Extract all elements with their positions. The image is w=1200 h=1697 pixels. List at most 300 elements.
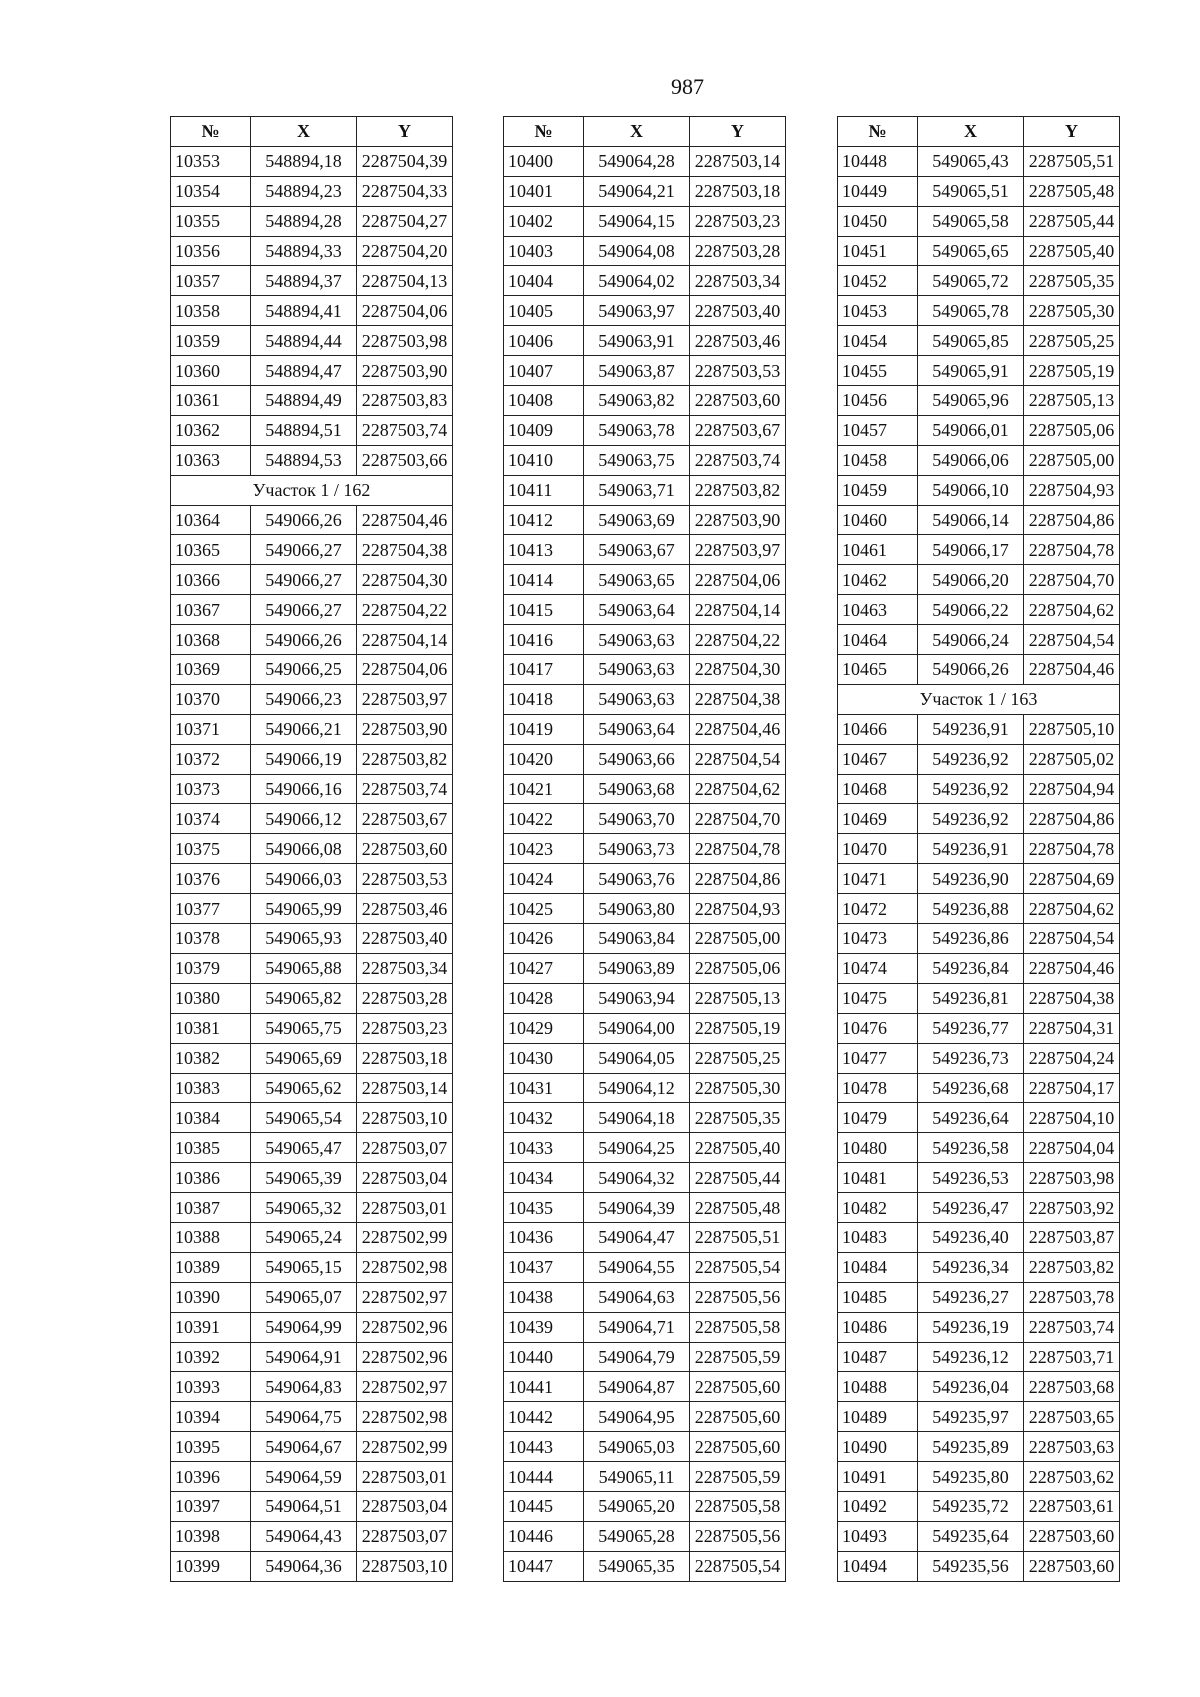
point-number-cell: 10461 <box>838 535 918 565</box>
table-row <box>504 475 786 505</box>
point-number-cell: 10423 <box>504 834 584 864</box>
point-number-cell: 10360 <box>171 356 251 386</box>
y-coordinate-cell: 2287505,25 <box>690 1043 786 1073</box>
table-row <box>838 864 1120 894</box>
table-row <box>171 565 453 595</box>
point-number-cell: 10440 <box>504 1342 584 1372</box>
column-header-num: № <box>171 117 251 147</box>
x-coordinate-cell: 549236,91 <box>918 834 1024 864</box>
point-number-cell: 10455 <box>838 356 918 386</box>
x-coordinate-cell: 549065,07 <box>251 1282 357 1312</box>
y-coordinate-cell: 2287505,44 <box>1024 206 1120 236</box>
table-row <box>838 1193 1120 1223</box>
table-row <box>838 1103 1120 1133</box>
x-coordinate-cell: 549066,26 <box>251 625 357 655</box>
y-coordinate-cell: 2287503,67 <box>357 804 453 834</box>
y-coordinate-cell: 2287505,48 <box>690 1193 786 1223</box>
y-coordinate-cell: 2287503,60 <box>357 834 453 864</box>
y-coordinate-cell: 2287505,60 <box>690 1402 786 1432</box>
y-coordinate-cell: 2287504,22 <box>690 625 786 655</box>
table-row <box>504 1491 786 1521</box>
table-row <box>838 924 1120 954</box>
table-row <box>171 924 453 954</box>
table-row <box>838 505 1120 535</box>
table-row <box>838 386 1120 416</box>
y-coordinate-cell: 2287504,17 <box>1024 1073 1120 1103</box>
y-coordinate-cell: 2287505,25 <box>1024 326 1120 356</box>
table-row <box>504 1551 786 1581</box>
x-coordinate-cell: 549236,84 <box>918 953 1024 983</box>
x-coordinate-cell: 549065,65 <box>918 236 1024 266</box>
x-coordinate-cell: 549236,27 <box>918 1282 1024 1312</box>
table-header-row <box>171 117 453 147</box>
x-coordinate-cell: 549064,02 <box>584 266 690 296</box>
table-row <box>504 326 786 356</box>
x-coordinate-cell: 549064,75 <box>251 1402 357 1432</box>
table-row <box>838 774 1120 804</box>
table-row <box>838 1462 1120 1492</box>
y-coordinate-cell: 2287504,20 <box>357 236 453 266</box>
point-number-cell: 10419 <box>504 714 584 744</box>
y-coordinate-cell: 2287504,27 <box>357 206 453 236</box>
point-number-cell: 10378 <box>171 924 251 954</box>
table-row <box>171 1163 453 1193</box>
point-number-cell: 10426 <box>504 924 584 954</box>
point-number-cell: 10483 <box>838 1222 918 1252</box>
table-row <box>838 1222 1120 1252</box>
table-row <box>171 386 453 416</box>
x-coordinate-cell: 549064,08 <box>584 236 690 266</box>
point-number-cell: 10355 <box>171 206 251 236</box>
point-number-cell: 10480 <box>838 1133 918 1163</box>
x-coordinate-cell: 549066,08 <box>251 834 357 864</box>
y-coordinate-cell: 2287504,24 <box>1024 1043 1120 1073</box>
x-coordinate-cell: 549236,58 <box>918 1133 1024 1163</box>
y-coordinate-cell: 2287505,59 <box>690 1462 786 1492</box>
table-row <box>838 266 1120 296</box>
x-coordinate-cell: 549063,69 <box>584 505 690 535</box>
x-coordinate-cell: 549065,93 <box>251 924 357 954</box>
x-coordinate-cell: 549065,43 <box>918 146 1024 176</box>
point-number-cell: 10417 <box>504 655 584 685</box>
table-row <box>171 206 453 236</box>
y-coordinate-cell: 2287504,30 <box>690 655 786 685</box>
y-coordinate-cell: 2287504,38 <box>357 535 453 565</box>
table-row <box>171 864 453 894</box>
x-coordinate-cell: 549064,55 <box>584 1252 690 1282</box>
y-coordinate-cell: 2287503,71 <box>1024 1342 1120 1372</box>
x-coordinate-cell: 549063,64 <box>584 714 690 744</box>
x-coordinate-cell: 549064,87 <box>584 1372 690 1402</box>
x-coordinate-cell: 549064,91 <box>251 1342 357 1372</box>
point-number-cell: 10359 <box>171 326 251 356</box>
y-coordinate-cell: 2287503,97 <box>357 684 453 714</box>
table-row <box>838 1163 1120 1193</box>
y-coordinate-cell: 2287505,06 <box>690 953 786 983</box>
y-coordinate-cell: 2287505,56 <box>690 1282 786 1312</box>
point-number-cell: 10391 <box>171 1312 251 1342</box>
y-coordinate-cell: 2287505,35 <box>1024 266 1120 296</box>
x-coordinate-cell: 549064,47 <box>584 1222 690 1252</box>
table-row <box>171 894 453 924</box>
y-coordinate-cell: 2287503,90 <box>357 356 453 386</box>
point-number-cell: 10482 <box>838 1193 918 1223</box>
x-coordinate-cell: 549063,70 <box>584 804 690 834</box>
x-coordinate-cell: 549064,15 <box>584 206 690 236</box>
table-row <box>171 445 453 475</box>
x-coordinate-cell: 549063,66 <box>584 744 690 774</box>
x-coordinate-cell: 549236,12 <box>918 1342 1024 1372</box>
table-row <box>504 953 786 983</box>
table-row <box>171 1521 453 1551</box>
table-row <box>171 1282 453 1312</box>
point-number-cell: 10434 <box>504 1163 584 1193</box>
point-number-cell: 10460 <box>838 505 918 535</box>
x-coordinate-cell: 549065,91 <box>918 356 1024 386</box>
y-coordinate-cell: 2287504,22 <box>357 595 453 625</box>
y-coordinate-cell: 2287505,48 <box>1024 176 1120 206</box>
point-number-cell: 10405 <box>504 296 584 326</box>
x-coordinate-cell: 549235,80 <box>918 1462 1024 1492</box>
x-coordinate-cell: 549065,85 <box>918 326 1024 356</box>
y-coordinate-cell: 2287503,92 <box>1024 1193 1120 1223</box>
table-row <box>171 1103 453 1133</box>
y-coordinate-cell: 2287503,74 <box>357 774 453 804</box>
y-coordinate-cell: 2287503,60 <box>690 386 786 416</box>
point-number-cell: 10383 <box>171 1073 251 1103</box>
point-number-cell: 10484 <box>838 1252 918 1282</box>
x-coordinate-cell: 549065,15 <box>251 1252 357 1282</box>
point-number-cell: 10410 <box>504 445 584 475</box>
x-coordinate-cell: 549064,25 <box>584 1133 690 1163</box>
y-coordinate-cell: 2287503,28 <box>690 236 786 266</box>
x-coordinate-cell: 549063,64 <box>584 595 690 625</box>
point-number-cell: 10439 <box>504 1312 584 1342</box>
table-row <box>504 595 786 625</box>
point-number-cell: 10458 <box>838 445 918 475</box>
y-coordinate-cell: 2287505,30 <box>690 1073 786 1103</box>
point-number-cell: 10475 <box>838 983 918 1013</box>
y-coordinate-cell: 2287503,98 <box>1024 1163 1120 1193</box>
x-coordinate-cell: 549064,39 <box>584 1193 690 1223</box>
x-coordinate-cell: 548894,37 <box>251 266 357 296</box>
table-row <box>838 326 1120 356</box>
y-coordinate-cell: 2287503,28 <box>357 983 453 1013</box>
y-coordinate-cell: 2287503,18 <box>690 176 786 206</box>
point-number-cell: 10469 <box>838 804 918 834</box>
point-number-cell: 10386 <box>171 1163 251 1193</box>
x-coordinate-cell: 548894,18 <box>251 146 357 176</box>
point-number-cell: 10435 <box>504 1193 584 1223</box>
coordinates-table-3 <box>837 116 1120 1582</box>
y-coordinate-cell: 2287504,93 <box>690 894 786 924</box>
x-coordinate-cell: 549063,63 <box>584 625 690 655</box>
x-coordinate-cell: 549066,12 <box>251 804 357 834</box>
point-number-cell: 10358 <box>171 296 251 326</box>
table-row <box>504 804 786 834</box>
y-coordinate-cell: 2287505,19 <box>1024 356 1120 386</box>
column-header-num: № <box>838 117 918 147</box>
point-number-cell: 10470 <box>838 834 918 864</box>
y-coordinate-cell: 2287503,04 <box>357 1163 453 1193</box>
x-coordinate-cell: 549065,62 <box>251 1073 357 1103</box>
y-coordinate-cell: 2287505,58 <box>690 1491 786 1521</box>
point-number-cell: 10431 <box>504 1073 584 1103</box>
x-coordinate-cell: 549066,26 <box>251 505 357 535</box>
y-coordinate-cell: 2287504,86 <box>1024 804 1120 834</box>
y-coordinate-cell: 2287502,96 <box>357 1342 453 1372</box>
x-coordinate-cell: 549063,73 <box>584 834 690 864</box>
point-number-cell: 10447 <box>504 1551 584 1581</box>
y-coordinate-cell: 2287503,65 <box>1024 1402 1120 1432</box>
point-number-cell: 10452 <box>838 266 918 296</box>
point-number-cell: 10356 <box>171 236 251 266</box>
table-row <box>504 714 786 744</box>
point-number-cell: 10488 <box>838 1372 918 1402</box>
x-coordinate-cell: 548894,49 <box>251 386 357 416</box>
point-number-cell: 10489 <box>838 1402 918 1432</box>
point-number-cell: 10401 <box>504 176 584 206</box>
table-row <box>504 146 786 176</box>
table-row <box>171 1372 453 1402</box>
point-number-cell: 10492 <box>838 1491 918 1521</box>
table-row <box>838 744 1120 774</box>
x-coordinate-cell: 549063,97 <box>584 296 690 326</box>
y-coordinate-cell: 2287503,18 <box>357 1043 453 1073</box>
point-number-cell: 10487 <box>838 1342 918 1372</box>
y-coordinate-cell: 2287505,60 <box>690 1432 786 1462</box>
y-coordinate-cell: 2287503,40 <box>357 924 453 954</box>
point-number-cell: 10424 <box>504 864 584 894</box>
table-row <box>838 1491 1120 1521</box>
y-coordinate-cell: 2287503,97 <box>690 535 786 565</box>
table-row <box>838 1252 1120 1282</box>
point-number-cell: 10443 <box>504 1432 584 1462</box>
x-coordinate-cell: 549236,86 <box>918 924 1024 954</box>
x-coordinate-cell: 549236,04 <box>918 1372 1024 1402</box>
point-number-cell: 10442 <box>504 1402 584 1432</box>
table-row <box>504 266 786 296</box>
table-row <box>171 1043 453 1073</box>
table-row <box>838 595 1120 625</box>
point-number-cell: 10438 <box>504 1282 584 1312</box>
x-coordinate-cell: 549065,51 <box>918 176 1024 206</box>
y-coordinate-cell: 2287505,40 <box>1024 236 1120 266</box>
point-number-cell: 10387 <box>171 1193 251 1223</box>
table-row <box>838 236 1120 266</box>
y-coordinate-cell: 2287503,60 <box>1024 1521 1120 1551</box>
point-number-cell: 10457 <box>838 415 918 445</box>
x-coordinate-cell: 549064,99 <box>251 1312 357 1342</box>
x-coordinate-cell: 549065,11 <box>584 1462 690 1492</box>
x-coordinate-cell: 549066,27 <box>251 535 357 565</box>
point-number-cell: 10374 <box>171 804 251 834</box>
y-coordinate-cell: 2287503,74 <box>1024 1312 1120 1342</box>
point-number-cell: 10393 <box>171 1372 251 1402</box>
x-coordinate-cell: 549236,64 <box>918 1103 1024 1133</box>
y-coordinate-cell: 2287503,01 <box>357 1193 453 1223</box>
x-coordinate-cell: 549063,76 <box>584 864 690 894</box>
x-coordinate-cell: 549063,80 <box>584 894 690 924</box>
x-coordinate-cell: 549066,17 <box>918 535 1024 565</box>
table-row <box>838 1402 1120 1432</box>
y-coordinate-cell: 2287503,62 <box>1024 1462 1120 1492</box>
point-number-cell: 10390 <box>171 1282 251 1312</box>
table-row <box>171 1133 453 1163</box>
x-coordinate-cell: 549236,88 <box>918 894 1024 924</box>
point-number-cell: 10465 <box>838 655 918 685</box>
y-coordinate-cell: 2287502,97 <box>357 1282 453 1312</box>
table-row <box>504 1133 786 1163</box>
x-coordinate-cell: 548894,51 <box>251 415 357 445</box>
x-coordinate-cell: 549066,14 <box>918 505 1024 535</box>
table-row <box>838 565 1120 595</box>
table-row <box>504 744 786 774</box>
point-number-cell: 10450 <box>838 206 918 236</box>
table-row <box>504 1043 786 1073</box>
point-number-cell: 10363 <box>171 445 251 475</box>
table-row <box>504 1372 786 1402</box>
table-row <box>504 445 786 475</box>
table-row <box>171 266 453 296</box>
y-coordinate-cell: 2287504,62 <box>690 774 786 804</box>
x-coordinate-cell: 549063,71 <box>584 475 690 505</box>
y-coordinate-cell: 2287503,63 <box>1024 1432 1120 1462</box>
x-coordinate-cell: 549063,63 <box>584 655 690 685</box>
x-coordinate-cell: 549064,59 <box>251 1462 357 1492</box>
table-row <box>171 834 453 864</box>
table-row <box>504 1073 786 1103</box>
y-coordinate-cell: 2287503,07 <box>357 1521 453 1551</box>
y-coordinate-cell: 2287503,53 <box>690 356 786 386</box>
point-number-cell: 10427 <box>504 953 584 983</box>
point-number-cell: 10371 <box>171 714 251 744</box>
point-number-cell: 10409 <box>504 415 584 445</box>
point-number-cell: 10433 <box>504 1133 584 1163</box>
table-row <box>838 1551 1120 1581</box>
column-header-num: № <box>504 117 584 147</box>
table-row <box>171 1342 453 1372</box>
table-row <box>171 595 453 625</box>
column-header-x: X <box>584 117 690 147</box>
y-coordinate-cell: 2287504,86 <box>690 864 786 894</box>
table-row <box>838 1521 1120 1551</box>
table-row <box>838 1043 1120 1073</box>
point-number-cell: 10397 <box>171 1491 251 1521</box>
table-row <box>838 953 1120 983</box>
point-number-cell: 10490 <box>838 1432 918 1462</box>
x-coordinate-cell: 549065,32 <box>251 1193 357 1223</box>
x-coordinate-cell: 549236,19 <box>918 1312 1024 1342</box>
point-number-cell: 10364 <box>171 505 251 535</box>
y-coordinate-cell: 2287503,61 <box>1024 1491 1120 1521</box>
point-number-cell: 10428 <box>504 983 584 1013</box>
x-coordinate-cell: 549236,53 <box>918 1163 1024 1193</box>
x-coordinate-cell: 549065,75 <box>251 1013 357 1043</box>
point-number-cell: 10379 <box>171 953 251 983</box>
point-number-cell: 10399 <box>171 1551 251 1581</box>
table-row <box>838 1342 1120 1372</box>
table-row <box>171 1073 453 1103</box>
table-row <box>504 625 786 655</box>
table-row <box>171 1193 453 1223</box>
x-coordinate-cell: 549064,00 <box>584 1013 690 1043</box>
y-coordinate-cell: 2287505,54 <box>690 1551 786 1581</box>
table-row <box>838 445 1120 475</box>
point-number-cell: 10429 <box>504 1013 584 1043</box>
point-number-cell: 10395 <box>171 1432 251 1462</box>
x-coordinate-cell: 549236,77 <box>918 1013 1024 1043</box>
y-coordinate-cell: 2287504,93 <box>1024 475 1120 505</box>
y-coordinate-cell: 2287504,78 <box>1024 834 1120 864</box>
x-coordinate-cell: 549065,03 <box>584 1432 690 1462</box>
x-coordinate-cell: 549066,27 <box>251 595 357 625</box>
x-coordinate-cell: 549236,73 <box>918 1043 1024 1073</box>
point-number-cell: 10382 <box>171 1043 251 1073</box>
y-coordinate-cell: 2287503,87 <box>1024 1222 1120 1252</box>
y-coordinate-cell: 2287505,51 <box>1024 146 1120 176</box>
x-coordinate-cell: 548894,33 <box>251 236 357 266</box>
x-coordinate-cell: 549064,71 <box>584 1312 690 1342</box>
coordinates-table-2 <box>503 116 786 1582</box>
x-coordinate-cell: 549064,05 <box>584 1043 690 1073</box>
x-coordinate-cell: 549066,25 <box>251 655 357 685</box>
table-row <box>504 1222 786 1252</box>
point-number-cell: 10361 <box>171 386 251 416</box>
y-coordinate-cell: 2287503,23 <box>690 206 786 236</box>
table-row <box>171 1222 453 1252</box>
table-row <box>171 953 453 983</box>
table-row <box>504 924 786 954</box>
point-number-cell: 10485 <box>838 1282 918 1312</box>
table-row <box>504 565 786 595</box>
x-coordinate-cell: 549064,36 <box>251 1551 357 1581</box>
x-coordinate-cell: 549064,32 <box>584 1163 690 1193</box>
table-row <box>504 1312 786 1342</box>
y-coordinate-cell: 2287505,56 <box>690 1521 786 1551</box>
table-row <box>838 625 1120 655</box>
y-coordinate-cell: 2287505,58 <box>690 1312 786 1342</box>
y-coordinate-cell: 2287504,10 <box>1024 1103 1120 1133</box>
table-row <box>504 1193 786 1223</box>
y-coordinate-cell: 2287502,99 <box>357 1432 453 1462</box>
point-number-cell: 10365 <box>171 535 251 565</box>
x-coordinate-cell: 548894,23 <box>251 176 357 206</box>
table-row <box>504 1521 786 1551</box>
y-coordinate-cell: 2287505,00 <box>1024 445 1120 475</box>
point-number-cell: 10445 <box>504 1491 584 1521</box>
point-number-cell: 10370 <box>171 684 251 714</box>
table-row <box>838 804 1120 834</box>
point-number-cell: 10486 <box>838 1312 918 1342</box>
table-row <box>504 505 786 535</box>
y-coordinate-cell: 2287503,67 <box>690 415 786 445</box>
point-number-cell: 10411 <box>504 475 584 505</box>
x-coordinate-cell: 549236,92 <box>918 774 1024 804</box>
y-coordinate-cell: 2287503,82 <box>690 475 786 505</box>
x-coordinate-cell: 549066,21 <box>251 714 357 744</box>
y-coordinate-cell: 2287505,13 <box>1024 386 1120 416</box>
point-number-cell: 10416 <box>504 625 584 655</box>
table-row <box>171 1013 453 1043</box>
y-coordinate-cell: 2287504,70 <box>1024 565 1120 595</box>
point-number-cell: 10404 <box>504 266 584 296</box>
table-row <box>171 804 453 834</box>
point-number-cell: 10372 <box>171 744 251 774</box>
x-coordinate-cell: 549063,65 <box>584 565 690 595</box>
point-number-cell: 10448 <box>838 146 918 176</box>
table-row <box>171 535 453 565</box>
